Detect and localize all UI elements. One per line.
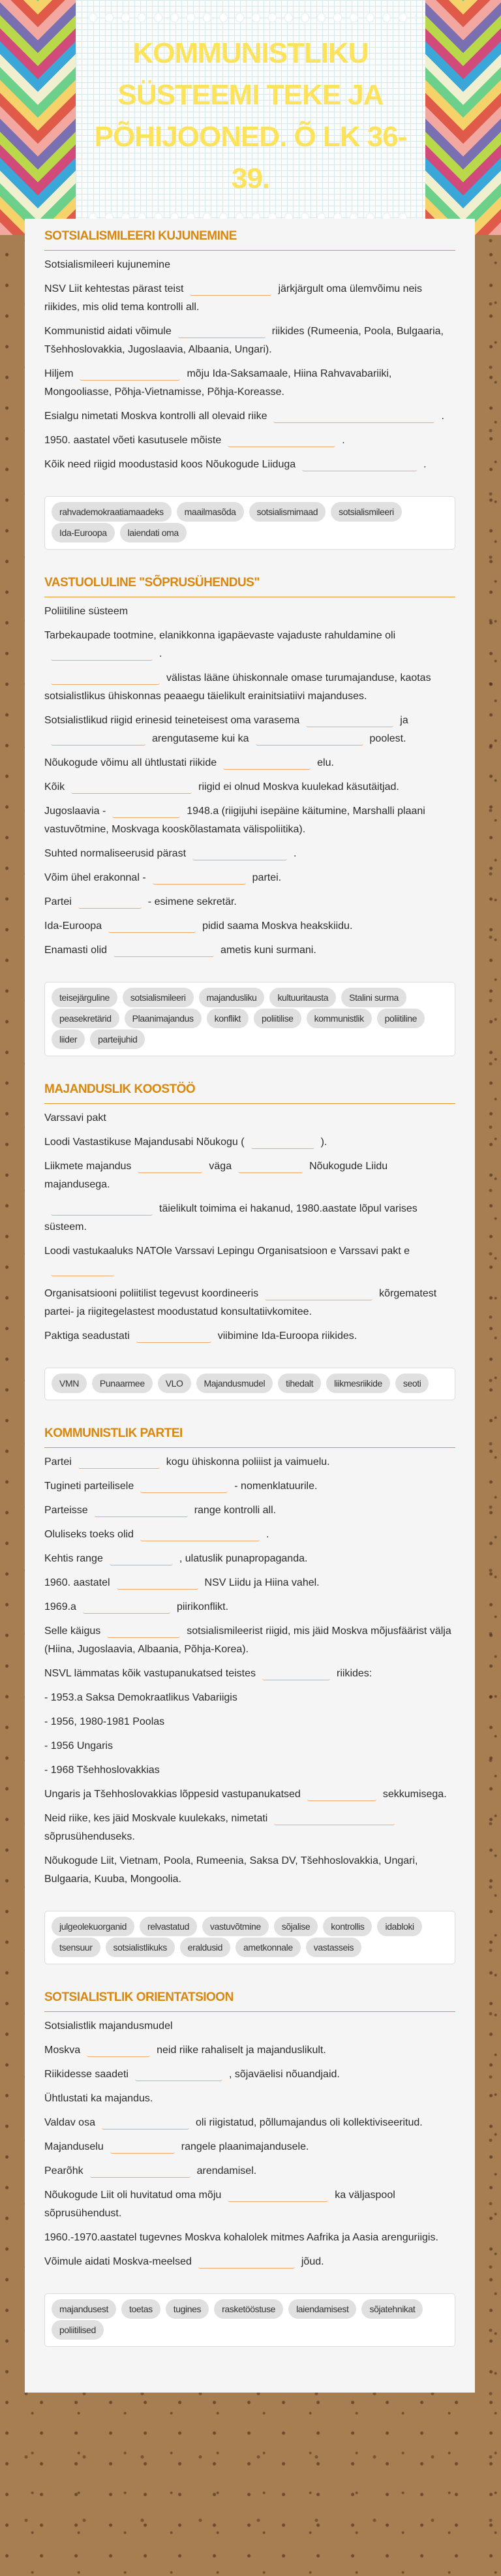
word-bank: [44, 1911, 455, 1964]
sentence-text: pidid saama Moskva heakskiidu.: [202, 920, 353, 932]
sentence: [44, 917, 455, 935]
sentence-text: Valdav osa: [44, 2117, 95, 2128]
answer-blank[interactable]: [90, 2163, 190, 2178]
sentence-text: Varssavi pakt: [44, 1112, 106, 1123]
answer-blank[interactable]: [265, 1285, 372, 1300]
sentence: [44, 1327, 455, 1345]
sentence-text: .: [423, 459, 427, 470]
answer-blank[interactable]: [302, 456, 417, 471]
sentence-text: Nõukogude Liidu majandusega.: [44, 1161, 388, 1190]
sentence: [44, 432, 455, 450]
answer-blank[interactable]: [306, 712, 393, 727]
sentence-text: riikides (Rumeenia, Poola, Bulgaaria, Tšehhoslovakkia, Jugoslaavia, Albaania, Ungari).: [44, 326, 444, 355]
sentence: [44, 2066, 455, 2084]
answer-blank[interactable]: [238, 1158, 303, 1173]
sentence-text: 1960. aastatel: [44, 1577, 110, 1588]
header-banner: [0, 0, 501, 235]
word-chip[interactable]: maailmasõda: [177, 502, 244, 522]
word-chip[interactable]: kontrollis: [323, 1917, 372, 1936]
sentence-text: .: [294, 848, 297, 859]
word-chip[interactable]: toetas: [121, 2299, 160, 2319]
worksheet-section: [44, 1990, 455, 2347]
sentence: [44, 2229, 455, 2247]
word-chip[interactable]: rahvademokraatiamaadeks: [52, 502, 172, 522]
sentence-text: NSV Liit kehtestas pärast teist: [44, 283, 184, 294]
answer-blank[interactable]: [140, 1526, 260, 1541]
sentence-text: elu.: [317, 757, 334, 768]
word-chip[interactable]: liikmesriikide: [326, 1374, 390, 1393]
sentence-text: .: [441, 411, 444, 422]
sentence-text: mõju Ida-Saksamaale, Hiina Rahvavabariiki, Mongooliasse, Põhja-Vietnamisse, Põhja-Koreasse.: [44, 368, 392, 398]
sentence-text: neid riike rahaliselt ja majanduslikult.: [157, 2045, 326, 2056]
word-chip[interactable]: Majandusmudel: [196, 1374, 273, 1393]
sentence: [44, 407, 455, 426]
sentence: [44, 1785, 455, 1804]
sentence-text: Liikmete majandus: [44, 1161, 132, 1172]
section-title: SOTSIALISMILEERI KUJUNEMINE: [44, 229, 455, 251]
sentence-text: , ulatuslik punapropaganda.: [179, 1553, 308, 1564]
sentence: [44, 1526, 455, 1544]
sentence-text: arendamisel.: [196, 2165, 257, 2176]
sentence-text: Ida-Euroopa: [44, 920, 102, 932]
sentence-text: Võimule aidati Moskva-meelsed: [44, 2256, 192, 2267]
sentence-text: Kõik: [44, 781, 65, 793]
sentence-text: Majanduselu: [44, 2141, 104, 2152]
word-chip[interactable]: majandusest: [52, 2299, 116, 2319]
word-chip[interactable]: VMN: [52, 1374, 87, 1393]
sentence-text: Võim ühel erakonnal -: [44, 872, 146, 883]
sentence: [44, 1574, 455, 1592]
sentence-text: Nõukogude Liit, Vietnam, Poola, Rumeenia, Saksa DV, Tšehhoslovakkia, Ungari, Bulgaaria, Kuuba, Mongoolia.: [44, 1855, 418, 1885]
word-chip[interactable]: liider: [52, 1029, 85, 1049]
sentence-text: range kontrolli all.: [194, 1505, 277, 1516]
sentence: [44, 1689, 455, 1707]
sentence-text: järkjärgult oma ülemvõimu neis riikides, mis olid tema kontrolli all.: [44, 283, 422, 313]
sentence-text: Partei: [44, 1456, 72, 1468]
sentence-text: Loodi vastukaaluks NATOle Varssavi Lepingu Organisatsioon e Varssavi pakt e: [44, 1246, 410, 1257]
word-chip[interactable]: idabloki: [377, 1917, 421, 1936]
answer-blank[interactable]: [262, 1665, 330, 1680]
sentence-text: Tarbekaupade tootmine, elanikkonna igapäevaste vajaduste rahuldamine oli: [44, 630, 396, 641]
sentence-text: ka väljaspool sõprusühendust.: [44, 2190, 395, 2219]
sentence-text: sotsialismileerist riigid, mis jäid Moskva mõjusfäärist välja (Hiina, Jugoslaavia, Albaania, Põhja-Korea).: [44, 1626, 451, 1655]
word-chip[interactable]: sotsialismimaad: [249, 502, 326, 522]
sentence-text: .: [342, 435, 345, 446]
worksheet-card: [25, 219, 475, 2393]
sentence-text: Nõukogude võimu all ühtlustati riikide: [44, 757, 217, 768]
word-chip[interactable]: ametkonnale: [235, 1938, 301, 1957]
sentence-text: 1960.-1970.aastatel tugevnes Moskva kohalolek mitmes Aafrika ja Aasia arenguriigis.: [44, 2232, 438, 2243]
word-chip[interactable]: eraldusid: [180, 1938, 230, 1957]
sentence-text: kogu ühiskonna poliiist ja vaimuelu.: [166, 1456, 330, 1468]
page-title: KOMMUNISTLIKU SÜSTEEMI TEKE JA PÕHIJOONED. Õ LK 36-39.: [94, 37, 407, 195]
sentence: [44, 1622, 455, 1659]
word-bank: [44, 496, 455, 550]
answer-blank[interactable]: [198, 2254, 295, 2269]
answer-blank[interactable]: [51, 1201, 153, 1216]
section-title: SOTSIALISTLIK ORIENTATSIOON: [44, 1990, 455, 2012]
sentence-text: Oluliseks toeks olid: [44, 1529, 134, 1540]
word-chip[interactable]: kultuuritausta: [269, 988, 336, 1007]
section-title: VASTUOLULINE "SÕPRUSÜHENDUS": [44, 576, 455, 597]
word-chip[interactable]: sotsialismileeri: [331, 502, 402, 522]
sentence-text: riigid ei olnud Moskva kuulekad käsutäitjad.: [198, 781, 399, 793]
sentence-text: välistas lääne ühiskonnale omase turumajanduse, kaotas sotsialistlikus ühiskonnas peaaegu täielikult erainitsiatiivi majanduses.: [44, 672, 431, 702]
sentence-text: 1950. aastatel võeti kasutusele mõiste: [44, 435, 222, 446]
answer-blank[interactable]: [228, 2187, 328, 2202]
sentence-text: riikides:: [337, 1668, 372, 1679]
answer-blank[interactable]: [307, 1786, 376, 1801]
answer-blank[interactable]: [153, 870, 246, 885]
sentence-text: Selle käigus: [44, 1626, 101, 1637]
chevron-pattern-right-inner: [425, 0, 463, 235]
word-chip[interactable]: sotsialismileeri: [123, 988, 194, 1007]
answer-blank[interactable]: [87, 2042, 150, 2057]
worksheet-section: [44, 229, 455, 550]
sentence: [44, 712, 455, 748]
word-chip[interactable]: VLO: [158, 1374, 191, 1393]
word-chip[interactable]: relvastatud: [140, 1917, 197, 1936]
sentence-text: Nõukogude Liit oli huvitatud oma mõju: [44, 2190, 222, 2201]
sentence-text: poolest.: [369, 733, 406, 744]
sentence-text: Poliitiline süsteem: [44, 606, 129, 617]
sentence-text: Hiljem: [44, 368, 74, 379]
answer-blank[interactable]: [107, 1623, 180, 1638]
sentence: [44, 365, 455, 401]
sentence-text: Paktiga seadustati: [44, 1330, 130, 1342]
sentence-text: - 1956, 1980-1981 Poolas: [44, 1716, 165, 1727]
sentence-text: Moskva: [44, 2045, 81, 2056]
sentence-text: , sõjaväelisi nõuandjaid.: [228, 2069, 340, 2080]
sentence-text: viibimine Ida-Euroopa riikides.: [217, 1330, 357, 1342]
sentence-text: oli riigistatud, põllumajandus oli kollektiviseeritud.: [195, 2117, 423, 2128]
answer-blank[interactable]: [274, 1810, 395, 1825]
answer-blank[interactable]: [83, 1599, 170, 1614]
sentence: [44, 2041, 455, 2060]
word-bank: [44, 2293, 455, 2347]
word-chip[interactable]: laiendati oma: [120, 523, 187, 542]
answer-blank[interactable]: [114, 942, 214, 957]
sentence: [44, 456, 455, 474]
word-chip[interactable]: tugines: [166, 2299, 209, 2319]
word-chip[interactable]: laiendamisest: [288, 2299, 356, 2319]
word-chip[interactable]: Plaanimajandus: [125, 1009, 202, 1028]
sentence-text: kõrgematest partei- ja riigitegelastest moodustatud konsultatiivkomitee.: [44, 1288, 437, 1317]
word-chip[interactable]: sõjatehnikat: [361, 2299, 423, 2319]
sentence-text: 1969.a: [44, 1601, 76, 1612]
sentence: [44, 280, 455, 317]
answer-blank[interactable]: [102, 2114, 189, 2129]
sentence: [44, 2186, 455, 2223]
sentence-text: partei.: [252, 872, 282, 883]
sentence-text: Jugoslaavia -: [44, 806, 106, 817]
sentence-text: Riikidesse saadeti: [44, 2069, 129, 2080]
worksheet-section: [44, 576, 455, 1056]
sentence-text: rangele plaanimajandusele.: [181, 2141, 309, 2152]
word-chip[interactable]: Stalini surma: [341, 988, 406, 1007]
sentence-text: .: [159, 648, 162, 659]
word-chip[interactable]: poliitilised: [52, 2320, 104, 2340]
answer-blank[interactable]: [110, 1550, 173, 1565]
sentence-text: 1948.a (riigijuhi isepäine käitumine, Marshalli plaani vastuvõtmine, Moskvaga kooskõlastamata välispoliitika).: [44, 806, 425, 835]
chevron-pattern-left: [0, 0, 38, 235]
answer-blank[interactable]: [251, 1134, 314, 1149]
word-chip[interactable]: vastuvõtmine: [202, 1917, 269, 1936]
sentence-text: - 1953.a Saksa Demokraatlikus Vabariigis: [44, 1692, 237, 1703]
answer-blank[interactable]: [95, 1502, 188, 1517]
sentence-text: NSVL lämmatas kõik vastupanukatsed teistes: [44, 1668, 256, 1679]
word-chip[interactable]: seoti: [395, 1374, 429, 1393]
answer-blank[interactable]: [223, 755, 311, 770]
answer-blank[interactable]: [108, 918, 196, 933]
word-bank: [44, 1368, 455, 1400]
sentence: [44, 2114, 455, 2132]
sentence: [44, 754, 455, 772]
sentence-text: ).: [320, 1137, 327, 1148]
sentence: [44, 1550, 455, 1568]
answer-blank[interactable]: [140, 1478, 228, 1493]
word-chip[interactable]: majandusliku: [199, 988, 265, 1007]
sentence: [44, 2090, 455, 2108]
sentence-text: sõprusühenduseks.: [44, 1831, 135, 1842]
answer-blank[interactable]: [138, 1158, 202, 1173]
worksheet-section: [44, 1426, 455, 1964]
sentence: [44, 1852, 455, 1889]
sentence: [44, 1810, 455, 1846]
sentence-text: - esimene sekretär.: [147, 896, 237, 907]
sentence: [44, 802, 455, 839]
answer-blank[interactable]: [190, 281, 271, 296]
sentence-text: Kehtis range: [44, 1553, 103, 1564]
sentence: [44, 256, 455, 274]
answer-blank[interactable]: [110, 2139, 175, 2154]
sentence-text: Sotsialistlikud riigid erinesid teineteisest oma varasema: [44, 715, 300, 726]
sentence: [44, 1242, 455, 1279]
sentence: [44, 1501, 455, 1520]
sentence-text: Sotsialistlik majandusmudel: [44, 2020, 173, 2032]
sentence-text: Esialgu nimetati Moskva kontrolli all olevaid riike: [44, 411, 267, 422]
answer-blank[interactable]: [136, 1328, 211, 1343]
sentence: [44, 2138, 455, 2156]
word-chip[interactable]: poliitiline: [377, 1009, 425, 1028]
sentence-text: Loodi Vastastikuse Majandusabi Nõukogu (: [44, 1137, 245, 1148]
sentence: [44, 1200, 455, 1236]
word-chip[interactable]: poliitilise: [254, 1009, 301, 1028]
sentence: [44, 845, 455, 863]
answer-blank[interactable]: [228, 432, 335, 447]
chevron-pattern-left-inner: [38, 0, 76, 235]
sentence-text: Tugineti parteilisele: [44, 1481, 134, 1492]
answer-blank[interactable]: [78, 1454, 160, 1469]
sentence: [44, 2017, 455, 2035]
sentence-text: Pearõhk: [44, 2165, 84, 2176]
answer-blank[interactable]: [117, 1575, 198, 1590]
sentence: [44, 1109, 455, 1127]
sentence-text: täielikult toimima ei hakanud, 1980.aastate lõpul varises süsteem.: [44, 1203, 418, 1233]
sentence: [44, 778, 455, 796]
sentence-text: - 1956 Ungaris: [44, 1740, 113, 1751]
word-chip[interactable]: tsensuur: [52, 1938, 100, 1957]
section-title: MAJANDUSLIK KOOSTÖÖ: [44, 1082, 455, 1104]
word-bank: [44, 982, 455, 1056]
sentence-text: Enamasti olid: [44, 945, 108, 956]
word-chip[interactable]: vastasseis: [306, 1938, 361, 1957]
word-chip[interactable]: teisejärguline: [52, 988, 117, 1007]
worksheet-section: [44, 1082, 455, 1400]
word-chip[interactable]: peasekretärid: [52, 1009, 119, 1028]
sentence: [44, 627, 455, 663]
sentence: [44, 603, 455, 621]
sentence: [44, 1477, 455, 1496]
sentence: [44, 893, 455, 911]
word-chip[interactable]: kommunistlik: [307, 1009, 372, 1028]
answer-blank[interactable]: [51, 670, 160, 685]
answer-blank[interactable]: [51, 1261, 114, 1276]
word-chip[interactable]: rasketööstuse: [214, 2299, 283, 2319]
sentence-text: ametis kuni surmani.: [220, 945, 316, 956]
sentence-text: Sotsialismileeri kujunemine: [44, 259, 170, 270]
sentence-text: väga: [209, 1161, 232, 1172]
sentence: [44, 2162, 455, 2180]
answer-blank[interactable]: [51, 646, 153, 661]
word-chip[interactable]: julgeolekuorganid: [52, 1917, 134, 1936]
answer-blank[interactable]: [51, 730, 145, 746]
word-chip[interactable]: sotsialistlikuks: [106, 1938, 175, 1957]
sentence-text: Organisatsiooni poliitilist tegevust koordineeris: [44, 1288, 259, 1299]
sentence: [44, 1453, 455, 1471]
sentence: [44, 869, 455, 887]
answer-blank[interactable]: [112, 803, 180, 818]
word-chip[interactable]: Punaarmee: [92, 1374, 153, 1393]
section-title: KOMMUNISTLIK PARTEI: [44, 1426, 455, 1448]
sentence-text: Ungaris ja Tšehhoslovakkias lõppesid vastupanukatsed: [44, 1789, 301, 1800]
sentence-text: Kõik need riigid moodustasid koos Nõukogude Liiduga: [44, 459, 296, 470]
word-chip[interactable]: tihedalt: [278, 1374, 321, 1393]
sentence-text: Ühtlustati ka majandus.: [44, 2093, 153, 2104]
chevron-pattern-right: [463, 0, 501, 235]
sentence-text: .: [266, 1529, 269, 1540]
notebook-paper: [76, 0, 425, 235]
sentence: [44, 941, 455, 960]
answer-blank[interactable]: [256, 730, 363, 746]
sentence-text: Suhted normaliseerusid pärast: [44, 848, 187, 859]
sentence-text: ja: [400, 715, 408, 726]
answer-blank[interactable]: [80, 366, 180, 381]
sentence-text: Kommunistid aidati võimule: [44, 326, 172, 337]
sentence: [44, 1157, 455, 1194]
sentence: [44, 1133, 455, 1152]
sentence: [44, 669, 455, 706]
word-chip[interactable]: parteijuhid: [90, 1029, 145, 1049]
sentence-text: - nomenklatuurile.: [234, 1481, 318, 1492]
sentence-text: sekkumisega.: [382, 1789, 447, 1800]
answer-blank[interactable]: [78, 894, 142, 909]
sentence: [44, 1713, 455, 1731]
sentence-text: Partei: [44, 896, 72, 907]
sentence-text: Neid riike, kes jäid Moskvale kuulekaks, nimetati: [44, 1813, 268, 1824]
sentence-text: - 1968 Tšehhoslovakkias: [44, 1765, 160, 1776]
notebook-holes-top: [85, 13, 416, 22]
sentence: [44, 1665, 455, 1683]
sentence-text: Parteisse: [44, 1505, 88, 1516]
word-chip[interactable]: konflikt: [207, 1009, 249, 1028]
sentence: [44, 1285, 455, 1321]
sentence-text: NSV Liidu ja Hiina vahel.: [204, 1577, 320, 1588]
answer-blank[interactable]: [273, 408, 434, 423]
sentence-text: jõud.: [301, 2256, 324, 2267]
word-chip[interactable]: Ida-Euroopa: [52, 523, 115, 542]
sentence: [44, 1761, 455, 1780]
sentence: [44, 2253, 455, 2271]
sentence: [44, 322, 455, 359]
sentence: [44, 1598, 455, 1616]
sentence: [44, 1737, 455, 1755]
answer-blank[interactable]: [71, 779, 192, 794]
sentence-text: arengutaseme kui ka: [152, 733, 249, 744]
answer-blank[interactable]: [178, 323, 266, 338]
sentence-text: piirikonflikt.: [176, 1601, 229, 1612]
word-chip[interactable]: sõjalise: [274, 1917, 318, 1936]
answer-blank[interactable]: [135, 2066, 222, 2081]
answer-blank[interactable]: [192, 845, 287, 860]
